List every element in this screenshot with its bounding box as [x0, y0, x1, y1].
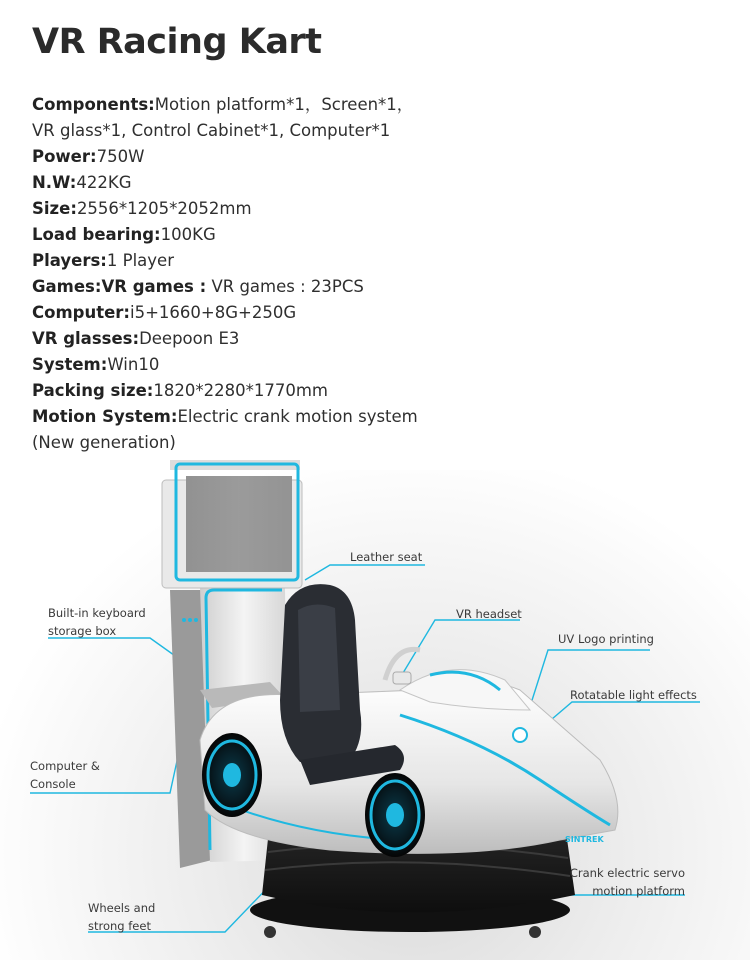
- spec-size: Size:2556*1205*2052mm: [32, 199, 252, 218]
- callout-leather-seat: Leather seat: [350, 550, 423, 564]
- spec-load-bearing: Load bearing:100KG: [32, 225, 216, 244]
- spec-components: Components:Motion platform*1，Screen*1，: [32, 95, 414, 114]
- spec-list: [32, 92, 732, 456]
- wheel-front: [365, 773, 425, 857]
- spec-players: Players:1 Player: [32, 251, 174, 270]
- callout-uv-logo: UV Logo printing: [558, 632, 654, 646]
- brand-logo-text: SINTREK: [565, 835, 604, 844]
- callout-crank-line1: Crank electric servo: [569, 866, 685, 880]
- callout-keyboard-line1: Built-in keyboard: [48, 606, 146, 620]
- callout-vr-headset: VR headset: [456, 607, 522, 621]
- spec-games: Games:VR games : VR games : 23PCS: [32, 277, 364, 296]
- callout-light-effects: Rotatable light effects: [570, 688, 697, 702]
- callout-crank-line2: motion platform: [592, 884, 685, 898]
- wheel-rear: [202, 733, 262, 817]
- spec-system: System:Win10: [32, 355, 160, 374]
- leather-seat: [280, 584, 404, 785]
- callout-wheels-line2: strong feet: [88, 919, 151, 933]
- spec-motion-system-cont: (New generation): [32, 433, 176, 452]
- spec-net-weight: N.W:422KG: [32, 173, 132, 192]
- page-title: VR Racing Kart: [32, 22, 322, 62]
- callout-wheels-line1: Wheels and: [88, 901, 156, 915]
- spec-packing-size: Packing size:1820*2280*1770mm: [32, 381, 328, 400]
- callout-computer-line2: Console: [30, 777, 76, 791]
- spec-vr-glasses: VR glasses:Deepoon E3: [32, 329, 240, 348]
- monitor-screen: [162, 460, 302, 588]
- spec-computer: Computer:i5+1660+8G+250G: [32, 303, 297, 322]
- uv-logo-badge: [513, 728, 527, 742]
- spec-motion-system: Motion System:Electric crank motion system: [32, 407, 418, 426]
- spec-power: Power:750W: [32, 147, 145, 166]
- spec-components-cont: VR glass*1, Control Cabinet*1, Computer*1: [32, 121, 391, 140]
- callout-keyboard-line2: storage box: [48, 624, 117, 638]
- callout-computer-line1: Computer &: [30, 759, 100, 773]
